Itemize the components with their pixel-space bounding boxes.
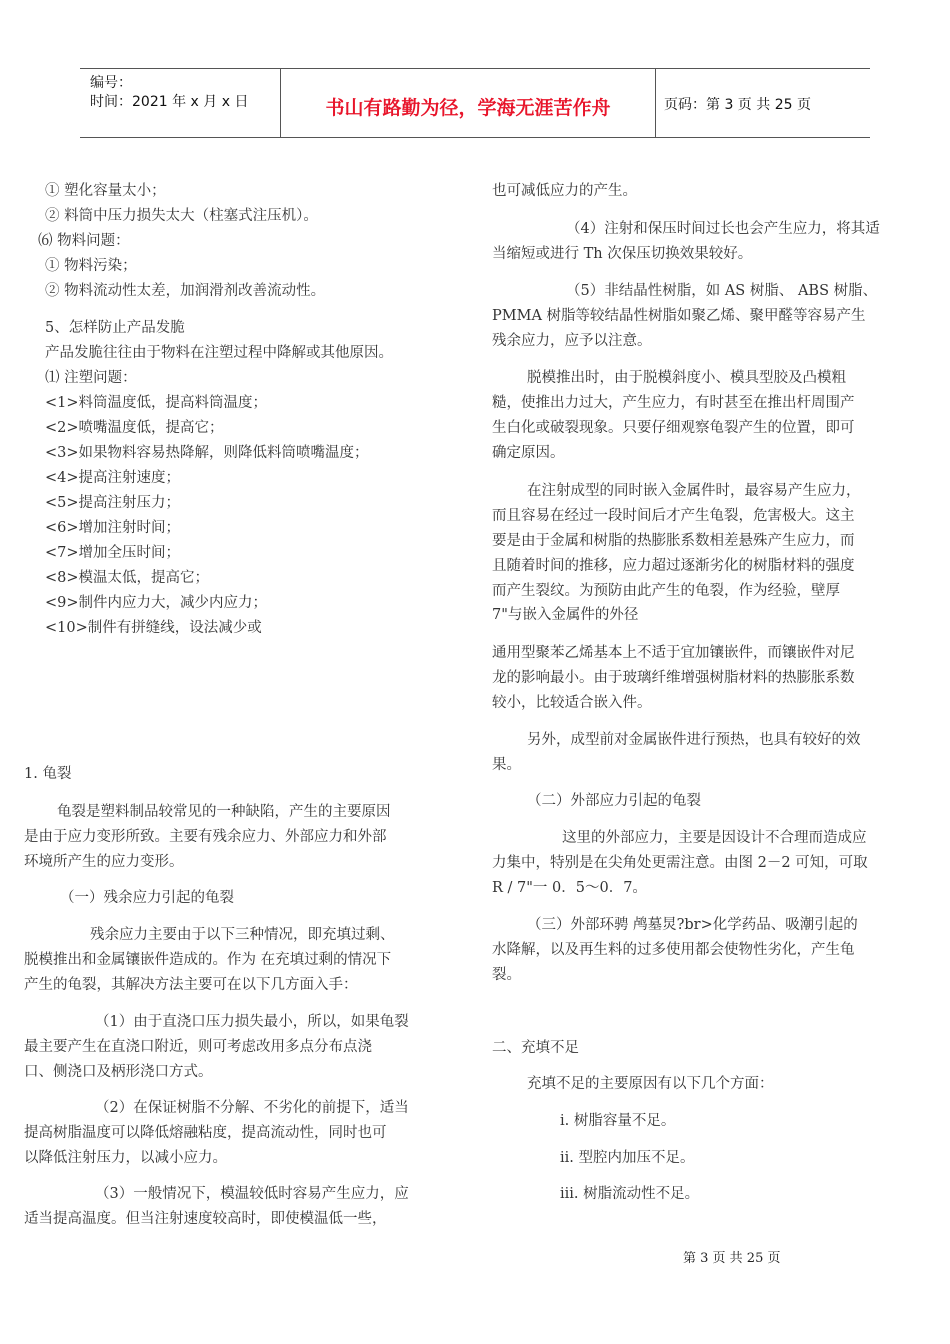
text-line: 另外，成型前对金属嵌件进行预热，也具有较好的效 [527, 732, 861, 748]
text-line: 充填不足的主要原因有以下几个方面： [527, 1076, 774, 1092]
text-line: 在注射成型的同时嵌入金属件时，最容易产生应力， [527, 483, 861, 499]
text-line: （1）由于直浇口压力损失最小，所以，如果龟裂 [95, 1014, 409, 1030]
header-meta-cell [80, 69, 281, 137]
page-header [80, 68, 870, 138]
section-heading: 二、充填不足 [492, 1040, 579, 1056]
list-item: <6>增加注射时间； [45, 520, 181, 536]
text-line: 且随着时间的推移，应力超过逐渐劣化的树脂材料的强度 [492, 558, 855, 574]
text-line: 7"与嵌入金属件的外径 [492, 607, 639, 623]
text-line: R / 7"一 0．5～0．7。 [492, 880, 647, 896]
text-line: 较小，比较适合嵌入件。 [492, 695, 652, 711]
text-line: 口、侧浇口及柄形浇口方式。 [24, 1064, 213, 1080]
text-line: 残余应力主要由于以下三种情况，即充填过剩、 [90, 927, 395, 943]
text-line: ② 料筒中压力损失太大（柱塞式注压机）。 [45, 208, 318, 224]
text-line: ⑴ 注塑问题： [45, 370, 137, 386]
text-line: 产生的龟裂，其解决方法主要可在以下几方面入手： [24, 977, 358, 993]
text-line: 残余应力，应予以注意。 [492, 333, 652, 349]
list-item: <8>模温太低，提高它； [45, 570, 210, 586]
header-motto-cell [281, 69, 656, 137]
text-line: 环境所产生的应力变形。 [24, 854, 184, 870]
text-line: （3）一般情况下，模温较低时容易产生应力，应 [95, 1186, 409, 1202]
text-line: 产品发脆往往由于物料在注塑过程中降解或其他原因。 [45, 345, 393, 361]
text-line: 也可减低应力的产生。 [492, 183, 637, 199]
list-item: <1>料筒温度低，提高料筒温度； [45, 395, 268, 411]
text-line: 而且容易在经过一段时间后才产生龟裂，危害极大。这主 [492, 508, 855, 524]
text-line: （4）注射和保压时间过长也会产生应力，将其适 [566, 221, 880, 237]
text-line: 果。 [492, 757, 521, 773]
text-line: 裂。 [492, 967, 521, 983]
text-line: 龙的影响最小。由于玻璃纤维增强树脂材料的热膨胀系数 [492, 670, 855, 686]
text-line: 以降低注射压力，以减小应力。 [24, 1150, 227, 1166]
text-line: 当缩短或进行 Th 次保压切换效果较好。 [492, 246, 753, 262]
text-line: ② 物料流动性太差，加润滑剂改善流动性。 [45, 283, 326, 299]
text-line: 糙，使推出力过大，产生应力，有时甚至在推出杆周围产 [492, 395, 855, 411]
text-line: 适当提高温度。但当注射速度较高时，即使模温低一些， [24, 1211, 387, 1227]
text-line: 是由于应力变形所致。主要有残余应力、外部应力和外部 [24, 829, 387, 845]
text-line: 提高树脂温度可以降低熔融粘度，提高流动性，同时也可 [24, 1125, 387, 1141]
text-line: 最主要产生在直浇口附近，则可考虑改用多点分布点浇 [24, 1039, 372, 1055]
page-footer: 第 3 页 共 25 页 [683, 1251, 781, 1266]
subsection-heading: （三）外部环骋 鸬墓炅?br>化学药品、吸潮引起的 [527, 917, 858, 933]
text-line: ① 塑化容量太小； [45, 183, 166, 199]
list-item: <7>增加全压时间； [45, 545, 181, 561]
section-heading: 1. 龟裂 [24, 766, 72, 782]
section-heading: 5、怎样防止产品发脆 [45, 320, 185, 336]
list-item: ii. 型腔内加压不足。 [560, 1150, 695, 1166]
text-line: ① 物料污染； [45, 258, 137, 274]
header-motto: 书山有路勤为径，学海无涯苦作舟 [325, 97, 611, 119]
text-line: PMMA 树脂等较结晶性树脂如聚乙烯、聚甲醛等容易产生 [492, 308, 866, 324]
list-item: <3>如果物料容易热降解，则降低料筒喷嘴温度； [45, 445, 369, 461]
text-line: 脱模推出时，由于脱模斜度小、模具型胶及凸模粗 [527, 370, 846, 386]
subsection-heading: （二）外部应力引起的龟裂 [527, 793, 701, 809]
document-time-label: 时间：2021 年 x 月 x 日 [90, 94, 249, 110]
list-item: <2>喷嘴温度低，提高它； [45, 420, 224, 436]
subsection-heading: （一）残余应力引起的龟裂 [60, 890, 234, 906]
text-line: ⑹ 物料问题： [38, 233, 130, 249]
list-item: <9>制件内应力大，减少内应力； [45, 595, 268, 611]
text-line: 确定原因。 [492, 445, 565, 461]
list-item: <5>提高注射压力； [45, 495, 181, 511]
text-line: 脱模推出和金属镶嵌件造成的。作为 在充填过剩的情况下 [24, 952, 392, 968]
list-item: i. 树脂容量不足。 [560, 1113, 676, 1129]
list-item: iii. 树脂流动性不足。 [560, 1186, 700, 1202]
text-line: 龟裂是塑料制品较常见的一种缺陷，产生的主要原因 [57, 804, 391, 820]
text-line: 生白化或破裂现象。只要仔细观察龟裂产生的位置，即可 [492, 420, 855, 436]
list-item: <4>提高注射速度； [45, 470, 181, 486]
text-line: 这里的外部应力，主要是因设计不合理而造成应 [562, 830, 867, 846]
header-page-cell [656, 69, 870, 137]
text-line: （5）非结晶性树脂，如 AS 树脂、 ABS 树脂、 [566, 283, 878, 299]
text-line: 要是由于金属和树脂的热膨胀系数相差悬殊产生应力，而 [492, 533, 855, 549]
text-line: 水降解，以及再生料的过多使用都会使物性劣化，产生龟 [492, 942, 855, 958]
text-line: 而产生裂纹。为预防由此产生的龟裂，作为经验，壁厚 [492, 583, 840, 599]
document-number-label: 编号： [90, 75, 132, 91]
header-page-info: 页码：第 3 页 共 25 页 [664, 97, 811, 113]
text-line: 通用型聚苯乙烯基本上不适于宜加镶嵌件，而镶嵌件对尼 [492, 645, 855, 661]
text-line: （2）在保证树脂不分解、不劣化的前提下，适当 [95, 1100, 409, 1116]
text-line: 力集中，特别是在尖角处更需注意。由图 2－2 可知，可取 [492, 855, 868, 871]
list-item: <10>制件有拼缝线，设法减少或 [45, 620, 262, 636]
